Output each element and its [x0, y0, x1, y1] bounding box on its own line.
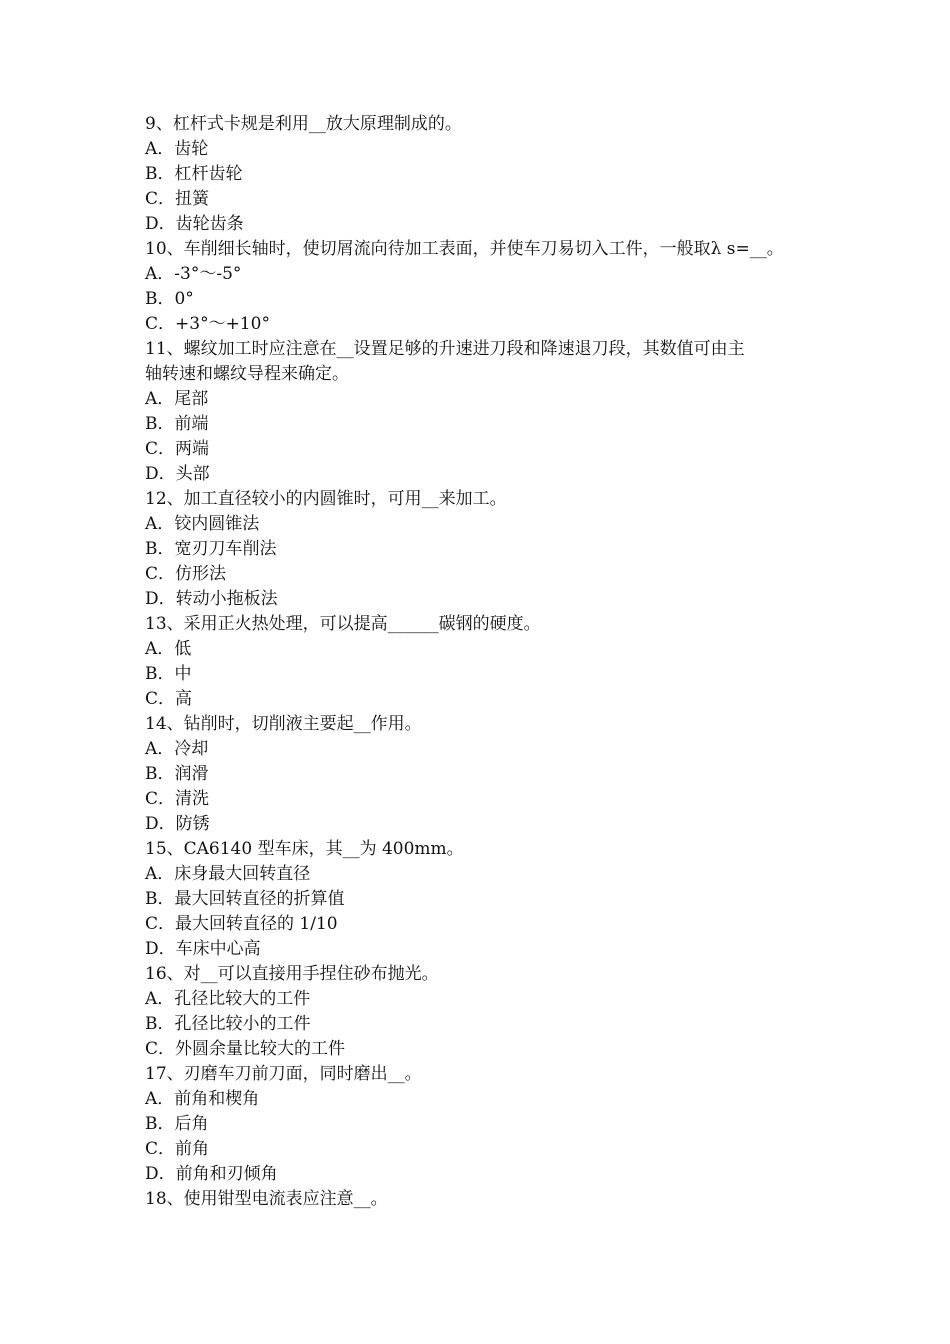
- answer-option: C．两端: [145, 439, 210, 459]
- question-text-line: 13、采用正火热处理，可以提高______碳钢的硬度。: [145, 614, 541, 634]
- answer-option: D．防锈: [145, 814, 210, 834]
- answer-option: C．最大回转直径的 1/10: [145, 914, 338, 934]
- answer-option: C．前角: [145, 1139, 210, 1159]
- answer-option: A．尾部: [145, 389, 209, 409]
- question-text-line: 10、车削细长轴时，使切屑流向待加工表面，并使车刀易切入工件，一般取λ s=__。: [145, 239, 784, 259]
- answer-option: B．后角: [145, 1114, 209, 1134]
- question-text-line: 11、螺纹加工时应注意在__设置足够的升速进刀段和降速退刀段，其数值可由主: [145, 339, 745, 359]
- answer-option: C．外圆余量比较大的工件: [145, 1039, 346, 1059]
- answer-option: B．0°: [145, 289, 194, 309]
- answer-option: A．前角和楔角: [145, 1089, 260, 1109]
- answer-option: B．杠杆齿轮: [145, 164, 243, 184]
- answer-option: B．最大回转直径的折算值: [145, 889, 345, 909]
- answer-option: D．齿轮齿条: [145, 214, 244, 234]
- answer-option: A．低: [145, 639, 192, 659]
- answer-option: C．+3°～+10°: [145, 314, 270, 334]
- answer-option: A．冷却: [145, 739, 209, 759]
- question-text-line: 14、钻削时，切削液主要起__作用。: [145, 714, 422, 734]
- answer-option: C．扭簧: [145, 189, 210, 209]
- answer-option: A．-3°～-5°: [145, 264, 242, 284]
- answer-option: D．头部: [145, 464, 210, 484]
- answer-option: D．转动小拖板法: [145, 589, 278, 609]
- question-text-line: 12、加工直径较小的内圆锥时，可用__来加工。: [145, 489, 507, 509]
- answer-option: B．中: [145, 664, 192, 684]
- answer-option: B．孔径比较小的工件: [145, 1014, 311, 1034]
- question-text-line: 9、杠杆式卡规是利用__放大原理制成的。: [145, 114, 462, 134]
- answer-option: A．孔径比较大的工件: [145, 989, 311, 1009]
- answer-option: C．高: [145, 689, 193, 709]
- document-body: [145, 112, 815, 1212]
- answer-option: A．铰内圆锥法: [145, 514, 260, 534]
- question-text-line: 15、CA6140 型车床，其__为 400mm。: [145, 839, 464, 859]
- answer-option: D．前角和刃倾角: [145, 1164, 278, 1184]
- answer-option: B．前端: [145, 414, 209, 434]
- answer-option: D．车床中心高: [145, 939, 261, 959]
- answer-option: C．清洗: [145, 789, 210, 809]
- answer-option: A．齿轮: [145, 139, 209, 159]
- question-text-line: 18、使用钳型电流表应注意__。: [145, 1189, 388, 1209]
- answer-option: B．宽刃刀车削法: [145, 539, 277, 559]
- question-text-line: 轴转速和螺纹导程来确定。: [145, 364, 349, 384]
- question-text-line: 16、对__可以直接用手捏住砂布抛光。: [145, 964, 439, 984]
- question-text-line: 17、刃磨车刀前刀面，同时磨出__。: [145, 1064, 422, 1084]
- answer-option: A．床身最大回转直径: [145, 864, 311, 884]
- answer-option: C．仿形法: [145, 564, 227, 584]
- answer-option: B．润滑: [145, 764, 209, 784]
